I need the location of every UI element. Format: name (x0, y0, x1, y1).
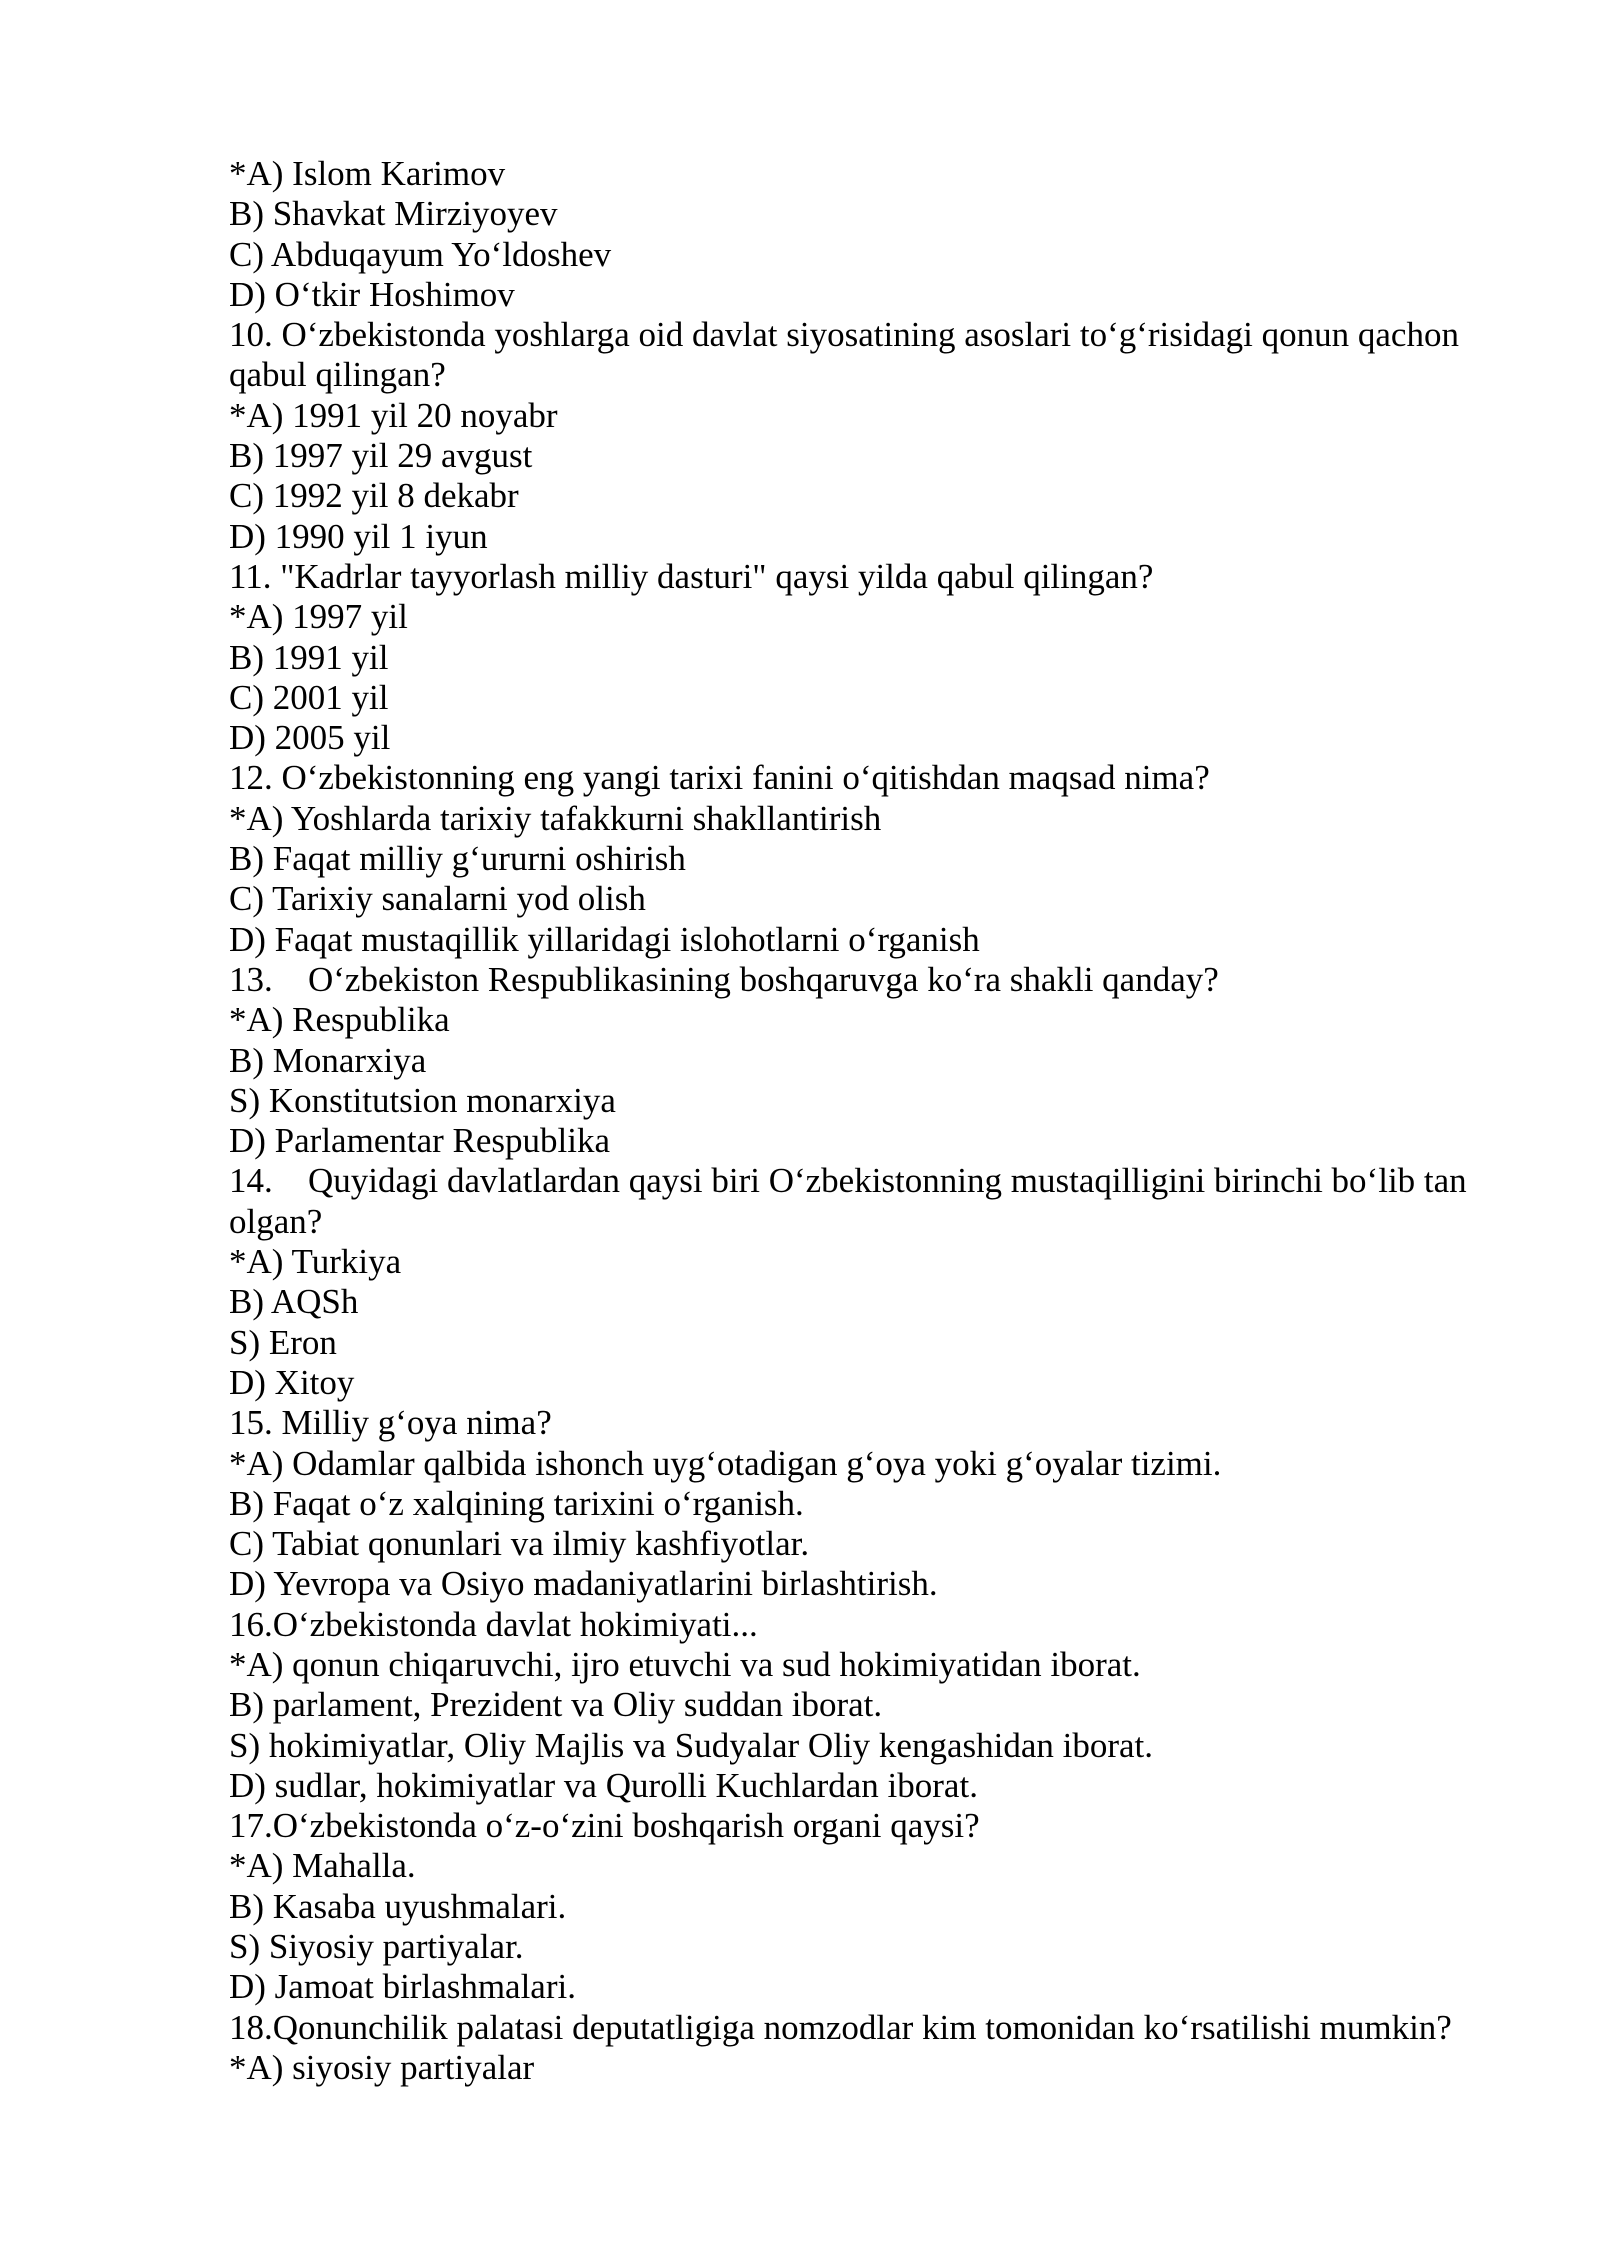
question-prompt (229, 1403, 1486, 1443)
question-number: 10. (229, 315, 273, 355)
answer-option: B) Faqat milliy gʻururni oshirish (229, 839, 686, 879)
answer-option: C) Tarixiy sanalarni yod olish (229, 879, 646, 919)
answer-option: B) Monarxiya (229, 1040, 427, 1080)
question-text: Quyidagi davlatlardan qaysi biri Oʻzbekistonning mustaqilligini birinchi boʻlib tan olgan? (229, 1161, 1467, 1241)
answer-option: B) parlament, Prezident va Oliy suddan iborat. (229, 1685, 883, 1725)
answer-option: B) Kasaba uyushmalari. (229, 1886, 567, 1926)
answer-option: B) Faqat oʻz xalqining tarixini oʻrganish. (229, 1483, 804, 1523)
answer-option: D) sudlar, hokimiyatlar va Qurolli Kuchlardan iborat. (229, 1765, 978, 1805)
question-17-block (229, 1806, 1486, 2007)
answer-option: B) 1991 yil (229, 637, 389, 677)
answer-option: *A) Yoshlarda tarixiy tafakkurni shakllantirish (229, 798, 882, 838)
answer-option: *A) Turkiya (229, 1242, 402, 1282)
question-text: Oʻzbekistonda oʻz-oʻzini boshqarish organi qaysi? (272, 1806, 980, 1846)
question-text: Milliy gʻoya nima? (281, 1403, 552, 1443)
answer-option: D) 2005 yil (229, 718, 391, 758)
question-text: Oʻzbekistonda yoshlarga oid davlat siyosatining asoslari toʻgʻrisidagi qonun qachon qabul qilingan? (229, 315, 1459, 395)
question-number: 11. (229, 556, 272, 596)
question-prompt (229, 1806, 1486, 1846)
question-continued-block (229, 154, 1486, 315)
question-number: 13. (229, 959, 273, 999)
question-number: 12. (229, 758, 273, 798)
answer-option: *A) 1997 yil (229, 597, 408, 637)
answer-option: *A) qonun chiqaruvchi, ijro etuvchi va sud hokimiyatidan iborat. (229, 1644, 1141, 1684)
answer-option: *A) 1991 yil 20 noyabr (229, 395, 558, 435)
question-number: 18. (229, 2007, 273, 2047)
question-text: Oʻzbekistonning eng yangi tarixi fanini oʻqitishdan maqsad nima? (281, 758, 1210, 798)
question-text: Qonunchilik palatasi deputatligiga nomzodlar kim tomonidan koʻrsatilishi mumkin? (272, 2007, 1452, 2047)
question-text: "Kadrlar tayyorlash milliy dasturi" qaysi yilda qabul qilingan? (280, 556, 1154, 596)
answer-option: D) Faqat mustaqillik yillaridagi islohotlarni oʻrganish (229, 919, 980, 959)
question-prompt (229, 1605, 1486, 1645)
question-prompt (229, 960, 1486, 1000)
question-14-block (229, 1161, 1486, 1403)
question-number: 15. (229, 1403, 273, 1443)
answer-option: D) Xitoy (229, 1362, 355, 1402)
question-18-block (229, 2008, 1486, 2089)
answer-option: B) 1997 yil 29 avgust (229, 436, 533, 476)
answer-option: D) Jamoat birlashmalari. (229, 1967, 576, 2007)
question-16-block (229, 1605, 1486, 1806)
answer-option: *A) Mahalla. (229, 1846, 416, 1886)
answer-option: *A) Odamlar qalbida ishonch uygʻotadigan gʻoya yoki gʻoyalar tizimi. (229, 1443, 1222, 1483)
question-15-block (229, 1403, 1486, 1604)
answer-option: *A) siyosiy partiyalar (229, 2047, 535, 2087)
answer-option: C) 1992 yil 8 dekabr (229, 476, 519, 516)
answer-option: S) Siyosiy partiyalar. (229, 1927, 524, 1967)
question-number: 17. (229, 1806, 273, 1846)
answer-option: C) 2001 yil (229, 677, 389, 717)
answer-option: S) Konstitutsion monarxiya (229, 1080, 616, 1120)
answer-option: C) Tabiat qonunlari va ilmiy kashfiyotlar. (229, 1524, 810, 1564)
question-number: 16. (229, 1604, 273, 1644)
question-number: 14. (229, 1161, 273, 1201)
answer-option: B) Shavkat Mirziyoyev (229, 194, 558, 234)
answer-option: D) Yevropa va Osiyo madaniyatlarini birlashtirish. (229, 1564, 938, 1604)
question-text: Oʻzbekistonda davlat hokimiyati... (272, 1604, 758, 1644)
answer-option: D) Oʻtkir Hoshimov (229, 274, 515, 314)
question-prompt (229, 1161, 1486, 1242)
answer-option: S) hokimiyatlar, Oliy Majlis va Sudyalar Oliy kengashidan iborat. (229, 1725, 1153, 1765)
question-prompt (229, 2008, 1486, 2048)
answer-option: B) AQSh (229, 1282, 359, 1322)
document-body (229, 154, 1486, 2088)
question-10-block (229, 315, 1486, 557)
question-text: Oʻzbekiston Respublikasining boshqaruvga koʻra shakli qanday? (308, 959, 1219, 999)
answer-option: D) Parlamentar Respublika (229, 1121, 611, 1161)
question-prompt (229, 557, 1486, 597)
answer-option: C) Abduqayum Yoʻldoshev (229, 234, 612, 274)
question-12-block (229, 758, 1486, 959)
answer-option: D) 1990 yil 1 iyun (229, 516, 488, 556)
question-prompt (229, 315, 1486, 396)
answer-option: *A) Respublika (229, 1000, 450, 1040)
question-prompt (229, 758, 1486, 798)
question-13-block (229, 960, 1486, 1161)
answer-option: S) Eron (229, 1322, 337, 1362)
answer-option: *A) Islom Karimov (229, 154, 506, 193)
question-11-block (229, 557, 1486, 758)
